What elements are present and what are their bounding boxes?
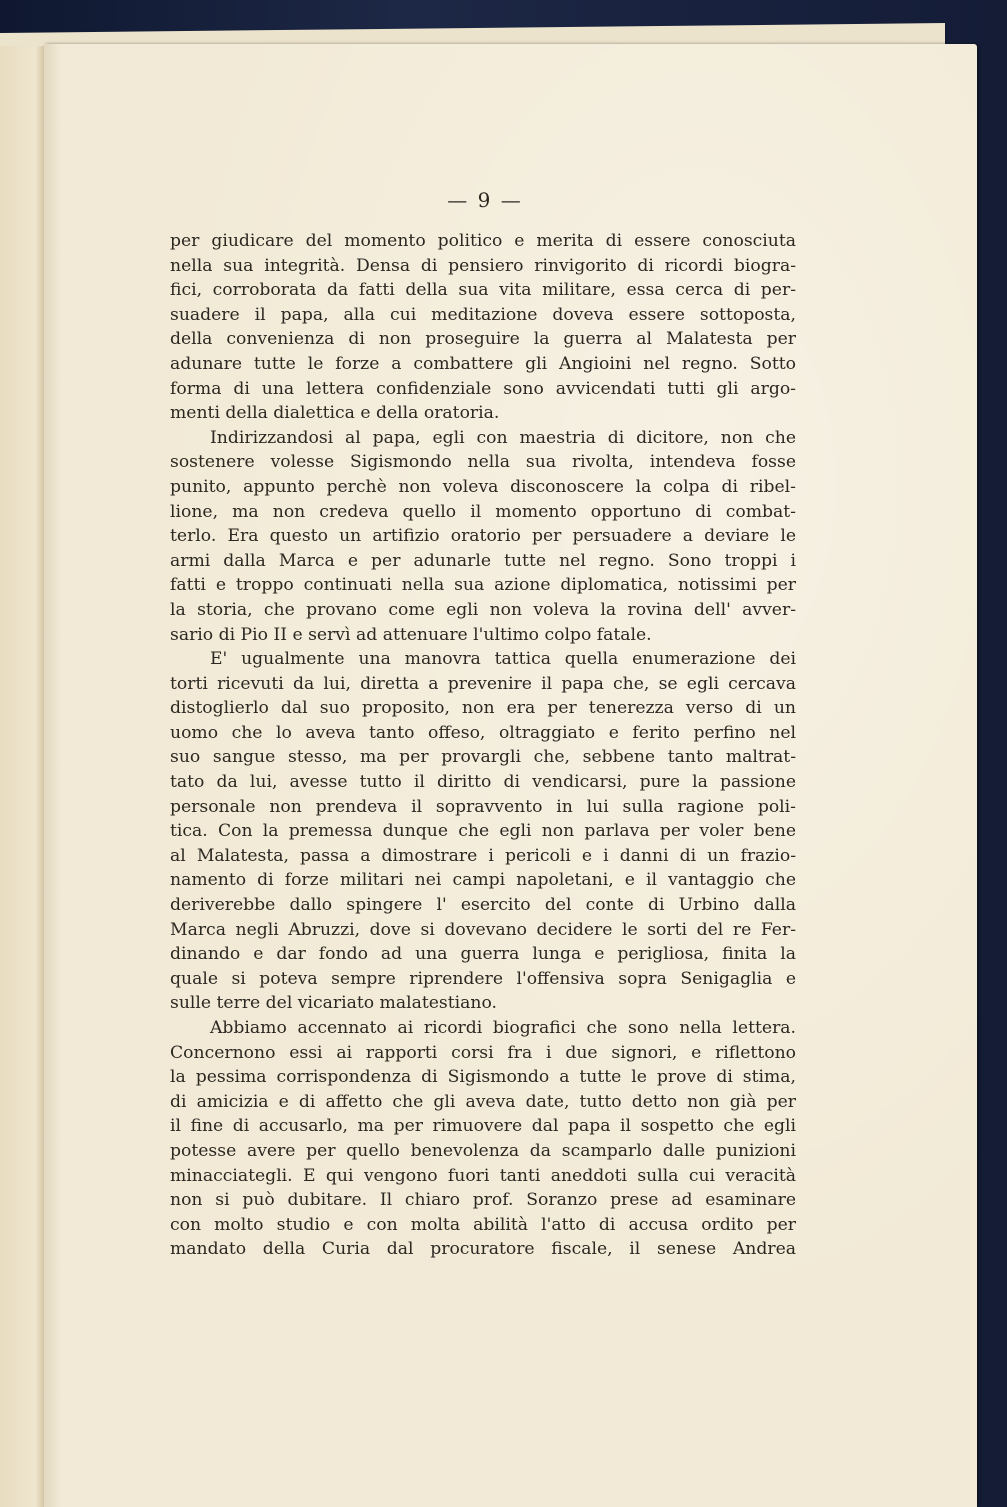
text-line: la storia, che provano come egli non voleva la rovina dell' avver-: [170, 599, 796, 620]
text-line: non si può dubitare. Il chiaro prof. Soranzo prese ad esaminare: [170, 1190, 796, 1211]
text-line: lione, ma non credeva quello il momento opportuno di combat-: [170, 501, 796, 522]
text-line: sulle terre del vicariato malatestiano.: [170, 993, 497, 1014]
page-number: — 9 —: [447, 188, 523, 212]
text-line: torti ricevuti da lui, diretta a prevenire il papa che, se egli cercava: [170, 673, 796, 694]
text-line: sario di Pio II e servì ad attenuare l'ultimo colpo fatale.: [170, 624, 652, 645]
text-line: la pessima corrispondenza di Sigismondo a tutte le prove di stima,: [170, 1067, 796, 1088]
text-line: al Malatesta, passa a dimostrare i pericoli e i danni di un frazio-: [170, 845, 796, 866]
text-line: Abbiamo accennato ai ricordi biografici che sono nella lettera.: [210, 1018, 796, 1038]
text-line: quale si poteva sempre riprendere l'offensiva sopra Senigaglia e: [170, 968, 796, 989]
text-line: tato da lui, avesse tutto il diritto di vendicarsi, pure la passione: [170, 772, 796, 793]
text-line: forma di una lettera confidenziale sono avvicendati tutti gli argo-: [170, 378, 796, 399]
text-line: Marca negli Abruzzi, dove si dovevano decidere le sorti del re Fer-: [170, 919, 796, 940]
body-text: [170, 229, 796, 1262]
text-line: dinando e dar fondo ad una guerra lunga e perigliosa, finita la: [170, 944, 796, 965]
text-line: di amicizia e di affetto che gli aveva date, tutto detto non già per: [170, 1091, 796, 1112]
text-line: Indirizzandosi al papa, egli con maestria di dicitore, non che: [210, 427, 796, 448]
text-line: punito, appunto perchè non voleva disconoscere la colpa di ribel-: [170, 476, 796, 497]
text-line: per giudicare del momento politico e merita di essere conosciuta: [170, 231, 796, 251]
text-line: mandato della Curia dal procuratore fiscale, il senese Andrea: [170, 1239, 796, 1260]
text-line: Concernono essi ai rapporti corsi fra i due signori, e riflettono: [170, 1042, 796, 1063]
text-line: uomo che lo aveva tanto offeso, oltraggiato e ferito perfino nel: [170, 722, 796, 743]
text-line: terlo. Era questo un artifizio oratorio per persuadere a deviare le: [170, 526, 796, 547]
text-line: fici, corroborata da fatti della sua vita militare, essa cerca di per-: [170, 280, 796, 301]
text-line: armi dalla Marca e per adunarle tutte nel regno. Sono troppi i: [170, 550, 796, 571]
text-line: personale non prendeva il sopravvento in lui sulla ragione poli-: [170, 796, 796, 817]
text-line: con molto studio e con molta abilità l'atto di accusa ordito per: [170, 1214, 796, 1235]
text-line: della convenienza di non proseguire la guerra al Malatesta per: [170, 329, 796, 350]
text-line: suo sangue stesso, ma per provargli che, sebbene tanto maltrat-: [170, 747, 796, 768]
text-line: adunare tutte le forze a combattere gli Angioini nel regno. Sotto: [170, 353, 796, 374]
text-line: tica. Con la premessa dunque che egli non parlava per voler bene: [170, 821, 796, 842]
text-line: deriverebbe dallo spingere l' esercito del conte di Urbino dalla: [170, 895, 796, 916]
text-line: fatti e troppo continuati nella sua azione diplomatica, notissimi per: [170, 575, 796, 596]
text-line: sostenere volesse Sigismondo nella sua rivolta, intendeva fosse: [170, 452, 796, 473]
text-line: namento di forze militari nei campi napoletani, e il vantaggio che: [170, 870, 796, 891]
text-line: minacciategli. E qui vengono fuori tanti aneddoti sulla cui veracità: [170, 1165, 796, 1186]
text-line: E' ugualmente una manovra tattica quella enumerazione dei: [210, 649, 796, 670]
text-line: menti della dialettica e della oratoria.: [170, 403, 500, 424]
text-line: il fine di accusarlo, ma per rimuovere dal papa il sospetto che egli: [170, 1116, 796, 1137]
text-line: potesse avere per quello benevolenza da scamparlo dalle punizioni: [170, 1140, 796, 1161]
text-line: distoglierlo dal suo proposito, non era per tenerezza verso di un: [170, 698, 796, 719]
left-page-edge: [0, 46, 44, 1507]
text-line: nella sua integrità. Densa di pensiero rinvigorito di ricordi biogra-: [170, 255, 796, 276]
text-line: suadere il papa, alla cui meditazione doveva essere sottoposta,: [170, 304, 796, 325]
